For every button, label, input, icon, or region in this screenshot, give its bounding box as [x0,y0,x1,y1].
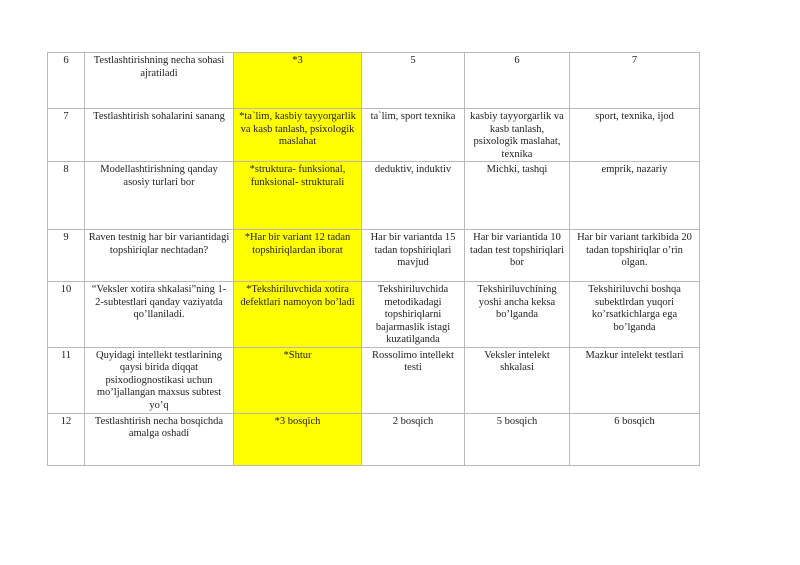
correct-answer-cell: *3 bosqich [234,413,362,465]
answer-option-cell: Michki, tashqi [465,162,570,230]
table-row [48,347,700,413]
correct-answer-cell: *Har bir variant 12 tadan topshiriqlardan iborat [234,230,362,282]
answer-option-cell: Har bir variantida 10 tadan test topshiriqlari bor [465,230,570,282]
correct-answer-cell: *3 [234,53,362,109]
question-number: 8 [48,162,85,230]
question-text: Quyidagi intellekt testlarining qaysi birida diqqat psixodiognostikasi uchun mo’ljallangan maxsus subtest yo’q [85,347,234,413]
correct-answer-cell: *ta`lim, kasbiy tayyorgarlik va kasb tanlash, psixologik maslahat [234,109,362,162]
answer-option-cell: kasbiy tayyorgarlik va kasb tanlash, psixologik maslahat, texnika [465,109,570,162]
table-row [48,162,700,230]
table-row [48,230,700,282]
answer-option-cell: Veksler intelekt shkalasi [465,347,570,413]
answer-option-cell: sport, texnika, ijod [570,109,700,162]
answer-option-cell: 6 [465,53,570,109]
answer-option-cell: Rossolimo intellekt testi [362,347,465,413]
quiz-table [47,52,700,466]
correct-answer-cell: *Tekshiriluvchida xotira defektlari namoyon bo’ladi [234,282,362,348]
answer-option-cell: 2 bosqich [362,413,465,465]
answer-option-cell: 5 bosqich [465,413,570,465]
answer-option-cell: 6 bosqich [570,413,700,465]
question-text: Testlashtirish necha bosqichda amalga oshadi [85,413,234,465]
question-text: Testlashtirishning necha sohasi ajratiladi [85,53,234,109]
answer-option-cell: Har bir variantda 15 tadan topshiriqlari mavjud [362,230,465,282]
answer-option-cell: emprik, nazariy [570,162,700,230]
answer-option-cell: Tekshiriluvchida metodikadagi topshiriqlarni bajarmaslik istagi kuzatilganda [362,282,465,348]
answer-option-cell: Har bir variant tarkibida 20 tadan topshiriqlar o’rin olgan. [570,230,700,282]
correct-answer-cell: *struktura- funksional, funksional- strukturali [234,162,362,230]
question-text: Modellashtirishning qanday asosiy turlari bor [85,162,234,230]
table-row [48,53,700,109]
question-text: Raven testnig har bir variantidagi topshiriqlar nechtadan? [85,230,234,282]
table-row [48,413,700,465]
question-text: “Veksler xotira shkalasi”ning 1-2-subtestlari qanday vaziyatda qo’llaniladi. [85,282,234,348]
question-text: Testlashtirish sohalarini sanang [85,109,234,162]
question-number: 12 [48,413,85,465]
question-number: 7 [48,109,85,162]
question-number: 11 [48,347,85,413]
table-row [48,109,700,162]
answer-option-cell: Mazkur intelekt testlari [570,347,700,413]
question-number: 6 [48,53,85,109]
answer-option-cell: ta`lim, sport texnika [362,109,465,162]
table-row [48,282,700,348]
question-number: 10 [48,282,85,348]
answer-option-cell: deduktiv, induktiv [362,162,465,230]
answer-option-cell: 5 [362,53,465,109]
question-number: 9 [48,230,85,282]
correct-answer-cell: *Shtur [234,347,362,413]
answer-option-cell: Tekshiriluvchining yoshi ancha keksa bo’lganda [465,282,570,348]
answer-option-cell: 7 [570,53,700,109]
answer-option-cell: Tekshiriluvchi boshqa subektlrdan yuqori ko’rsatkichlarga ega bo’lganda [570,282,700,348]
